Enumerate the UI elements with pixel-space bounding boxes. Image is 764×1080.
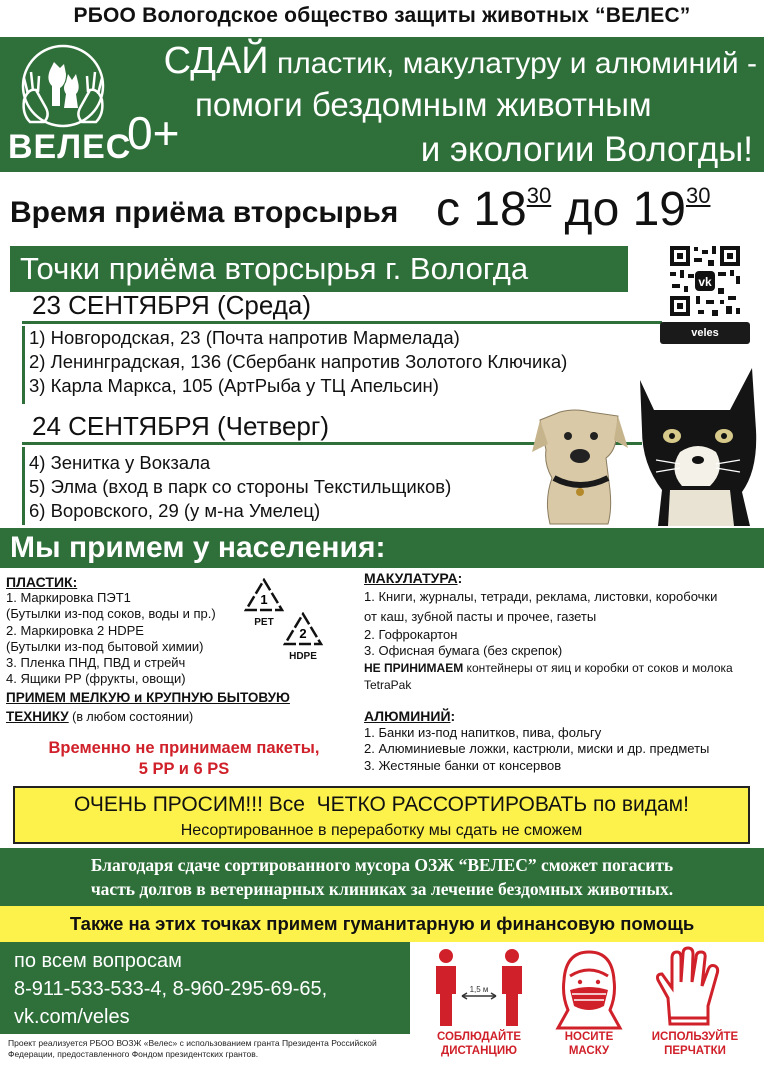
thanks-banner — [0, 848, 764, 906]
qr-code-icon — [668, 244, 742, 318]
recycle-triangle-icon — [283, 612, 323, 646]
time-to-minutes: 30 — [685, 183, 711, 208]
hdpe-number: 2 — [299, 626, 307, 641]
not-accepted-line-1: Временно не принимаем пакеты, — [48, 739, 320, 757]
aluminum-title-colon: : — [450, 708, 456, 724]
address-list-2 — [22, 447, 542, 525]
organization-title: РБОО Вологодское общество защиты животных “ВЕЛЕС” — [73, 4, 691, 27]
gloves-caption-line-1: ИСПОЛЬЗУЙТЕ — [651, 1031, 739, 1043]
hands-animals-icon — [6, 42, 120, 132]
sorting-request-line-2: Несортированное в переработку мы сдать не сможем — [180, 822, 583, 839]
aluminum-line: 1. Банки из-под напитков, пива, фольгу — [364, 725, 602, 741]
aluminum-line: 3. Жестяные банки от консервов — [364, 757, 562, 773]
paper-title: МАКУЛАТУРА — [364, 570, 458, 586]
mask-caption — [534, 1030, 644, 1058]
address-item: 3) Карла Маркса, 105 (АртРыба у ТЦ Апельсин) — [29, 375, 439, 396]
distance-caption-line-2: ДИСТАНЦИЮ — [441, 1045, 517, 1057]
aluminum-line: 2. Алюминиевые ложки, кастрюли, миски и др. предметы — [364, 741, 710, 757]
mask-caption-line-1: НОСИТЕ — [564, 1031, 614, 1043]
recycle-triangle-icon — [244, 578, 284, 612]
address-item: 4) Зенитка у Вокзала — [29, 452, 211, 473]
appliance-bold-2: ТЕХНИКУ — [6, 709, 69, 724]
age-rating: 0+ — [127, 107, 180, 159]
paper-title-colon: : — [457, 570, 463, 586]
humanitarian-banner: Также на этих точках примем гуманитарную и финансовую помощь — [0, 906, 764, 942]
time-to-prefix: до — [551, 183, 633, 236]
time-to-hour: 19 — [632, 183, 686, 236]
distance-caption — [424, 1030, 534, 1058]
thanks-line-2: часть долгов в ветеринарных клиниках за лечение бездомных животных. — [90, 879, 674, 899]
paper-line: 3. Офисная бумага (без скрепок) — [364, 643, 563, 659]
paper-not-rest-2: TetraPak — [364, 677, 412, 692]
appliance-bold: ПРИМЕМ МЕЛКУЮ и КРУПНУЮ БЫТОВУЮ — [6, 690, 290, 705]
paper-not-bold: НЕ ПРИНИМАЕМ — [364, 660, 464, 675]
plastic-line: 3. Пленка ПНД, ПВД и стрейч — [6, 655, 186, 671]
gloves-caption-line-2: ПЕРЧАТКИ — [664, 1045, 726, 1057]
pet-label: PET — [254, 617, 274, 628]
mask-caption-line-2: МАСКУ — [568, 1045, 610, 1057]
contact-line-1: по всем вопросам — [14, 950, 182, 972]
logo-text: ВЕЛЕС — [8, 128, 132, 166]
qr-code[interactable] — [668, 244, 742, 318]
plastic-line: (Бутылки из-под соков, воды и пр.) — [6, 606, 216, 622]
pet-recycling-symbol — [244, 578, 284, 626]
distance-label: 1,5 м — [469, 985, 489, 994]
gloves-caption — [640, 1030, 750, 1058]
plastic-line: (Бутылки из-под бытовой химии) — [6, 638, 204, 654]
headline-line-3: и экологии Вологды! — [420, 130, 753, 169]
headline-big-word: СДАЙ — [163, 40, 269, 82]
time-from-prefix: с — [436, 183, 474, 236]
headline-rest: пластик, макулатуру и алюминий - — [268, 47, 757, 80]
qr-label: veles — [660, 322, 750, 344]
contact-link[interactable]: vk.com/veles — [14, 1006, 130, 1028]
paper-not-rest: контейнеры от яиц и коробки от соков и молока — [463, 660, 733, 675]
hdpe-label: HDPE — [289, 651, 317, 662]
plastic-line: 2. Маркировка 2 HDPE — [6, 622, 144, 638]
plastic-line: 1. Маркировка ПЭТ1 — [6, 590, 131, 606]
thanks-line-1: Благодаря сдаче сортированного мусора ОЗЖ “ВЕЛЕС” сможет погасить — [90, 855, 674, 875]
paper-line: 1. Книги, журналы, тетради, реклама, листовки, коробочки — [364, 589, 718, 605]
appliance-note — [6, 688, 336, 727]
aluminum-section — [364, 708, 764, 774]
address-item: 6) Воровского, 29 (у м-на Умелец) — [29, 500, 321, 521]
svg-text:vk: vk — [698, 275, 712, 289]
sorting-request-line-1: ОЧЕНЬ ПРОСИМ!!! Все ЧЕТКО РАССОРТИРОВАТЬ по видам! — [74, 793, 689, 816]
paper-line: 2. Гофрокартон — [364, 627, 458, 643]
address-item: 5) Элма (вход в парк со стороны Текстильщиков) — [29, 476, 452, 497]
not-accepted-notice — [6, 738, 362, 780]
address-item: 2) Ленинградская, 136 (Сбербанк напротив Золотого Ключика) — [29, 351, 568, 372]
time-range — [436, 182, 710, 237]
date-header-2: 24 СЕНТЯБРЯ (Четверг) — [22, 405, 642, 445]
paper-section — [364, 570, 764, 694]
pet-number: 1 — [260, 592, 268, 607]
dog-and-cat-icon — [530, 360, 764, 530]
dog-cat-illustration — [530, 360, 764, 530]
address-item: 1) Новгородская, 23 (Почта напротив Мармелада) — [29, 327, 460, 348]
plastic-line: 4. Ящики PP (фрукты, овощи) — [6, 671, 186, 687]
plastic-title: ПЛАСТИК: — [6, 574, 78, 590]
grant-note: Проект реализуется РБОО ВОЗЖ «Велес» с использованием гранта Президента Российской Федерации, предоставленного Фондом президентских грантов. — [8, 1038, 377, 1059]
time-from-minutes: 30 — [526, 183, 552, 208]
contact-phones[interactable]: 8-911-533-533-4, 8-960-295-69-65, — [14, 978, 328, 1000]
contact-box — [0, 942, 410, 1034]
not-accepted-line-2: 5 PP и 6 PS — [138, 760, 230, 778]
distance-caption-line-1: СОБЛЮДАЙТЕ — [436, 1031, 522, 1043]
points-title: Точки приёма вторсырья г. Вологда — [10, 246, 628, 292]
aluminum-title: АЛЮМИНИЙ — [364, 708, 451, 724]
hdpe-recycling-symbol — [283, 612, 323, 660]
time-label: Время приёма вторсырья — [10, 196, 399, 229]
accept-title: Мы примем у населения: — [0, 528, 764, 568]
paper-line: от каш, зубной пасты и прочее, газеты — [364, 609, 597, 625]
sorting-request-box — [13, 786, 750, 844]
headline-line-2: помоги бездомным животным — [195, 86, 652, 123]
appliance-rest: (в любом состоянии) — [68, 710, 194, 724]
time-from-hour: 18 — [473, 183, 527, 236]
date-header-1: 23 СЕНТЯБРЯ (Среда) — [22, 288, 662, 324]
